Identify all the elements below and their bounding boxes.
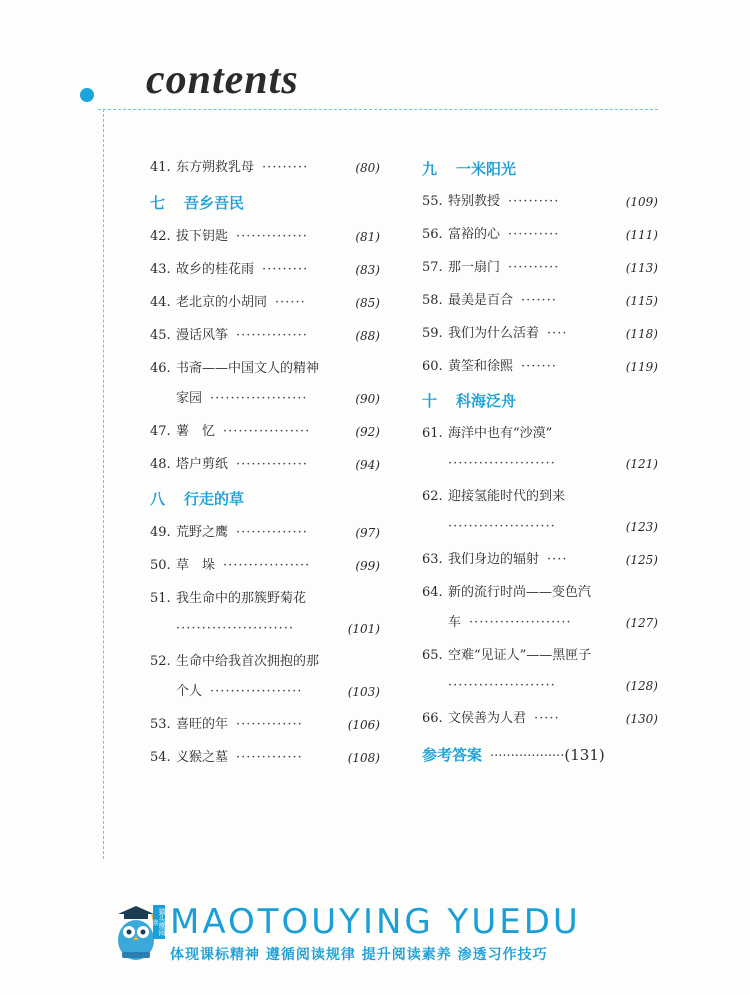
entry-title: 新的流行时尚——变色汽 — [448, 585, 592, 600]
leader-dots: ············· — [236, 717, 303, 732]
leader-dots: ················· — [223, 424, 311, 439]
page-number: (92) — [355, 425, 380, 439]
toc-entry[interactable] — [422, 583, 658, 603]
accent-dot — [80, 88, 94, 102]
toc-entry[interactable] — [422, 454, 658, 474]
toc-entry[interactable] — [422, 291, 658, 311]
entry-number: 59. — [422, 326, 443, 341]
entry-title: 草 垛 — [176, 558, 216, 573]
toc-entry[interactable] — [150, 748, 380, 768]
entry-title: 薯 忆 — [176, 424, 216, 439]
page-number: (94) — [355, 458, 380, 472]
section-title: 一米阳光 — [456, 160, 517, 178]
toc-entry[interactable] — [422, 646, 658, 666]
leader-dots: ···· — [547, 552, 568, 567]
toc-entry[interactable] — [150, 158, 380, 178]
entry-title: 喜旺的年 — [176, 717, 229, 732]
entry-number: 47. — [150, 424, 171, 439]
section-heading[interactable] — [150, 192, 380, 213]
leader-dots: ·············· — [236, 457, 308, 472]
entry-title: 拔下钥匙 — [176, 229, 229, 244]
page-number: (85) — [355, 296, 380, 310]
section-title: 科海泛舟 — [456, 392, 517, 410]
entry-number: 43. — [150, 262, 171, 277]
entry-number: 64. — [422, 585, 443, 600]
toc-entry[interactable] — [422, 676, 658, 696]
toc-entry[interactable] — [150, 715, 380, 735]
entry-number: 66. — [422, 711, 443, 726]
page-number: (119) — [625, 360, 658, 374]
section-heading[interactable] — [422, 390, 658, 411]
leader-dots: ·············· — [236, 328, 308, 343]
toc-entry[interactable] — [150, 227, 380, 247]
entry-number: 65. — [422, 648, 443, 663]
leader-dots: ······· — [521, 293, 557, 308]
page-number: (90) — [355, 392, 380, 406]
entry-number: 53. — [150, 717, 171, 732]
entry-title: 老北京的小胡同 — [176, 295, 268, 310]
entry-number: 50. — [150, 558, 171, 573]
leader-dots: ·········· — [508, 194, 560, 209]
entry-title: 我们身边的辐射 — [448, 552, 540, 567]
leader-dots: ·········· — [508, 260, 560, 275]
answers-section-heading[interactable] — [422, 744, 658, 765]
entry-title: 海洋中也有“沙漠” — [448, 426, 553, 441]
leader-dots: ·············· — [236, 229, 308, 244]
entry-number: 61. — [422, 426, 443, 441]
entry-number: 49. — [150, 525, 171, 540]
entry-number: 55. — [422, 194, 443, 209]
section-number: 七 — [150, 194, 166, 212]
section-title: 行走的草 — [184, 490, 245, 508]
toc-entry[interactable] — [422, 613, 658, 633]
entry-title: 东方朔救乳母 — [176, 160, 255, 175]
section-number: 九 — [422, 160, 438, 178]
toc-right-column — [422, 0, 658, 800]
leader-dots: ····················· — [448, 456, 556, 471]
entry-number: 51. — [150, 591, 171, 606]
leader-dots: ····················· — [448, 519, 556, 534]
entry-title: 我们为什么活着 — [448, 326, 540, 341]
page-number: (115) — [625, 294, 658, 308]
leader-dots: ···· — [547, 326, 568, 341]
section-number: 十 — [422, 392, 438, 410]
toc-entry[interactable] — [150, 455, 380, 475]
entry-title: 空难“见证人”——黑匣子 — [448, 648, 592, 663]
entry-title: 特别教授 — [448, 194, 501, 209]
toc-entry[interactable] — [150, 589, 380, 609]
toc-entry[interactable] — [150, 682, 380, 702]
entry-number: 52. — [150, 654, 171, 669]
page-number: (101) — [347, 622, 380, 636]
leader-dots: ·················· — [210, 684, 303, 699]
toc-entry[interactable] — [150, 260, 380, 280]
toc-entry[interactable] — [150, 389, 380, 409]
toc-entry[interactable] — [150, 326, 380, 346]
leader-dots: ·········· — [508, 227, 560, 242]
entry-title: 最美是百合 — [448, 293, 514, 308]
entry-number: 57. — [422, 260, 443, 275]
entry-title: 那一扇门 — [448, 260, 501, 275]
page-number: (123) — [625, 520, 658, 534]
page-title: contents — [146, 57, 299, 103]
leader-dots: ····················· — [448, 678, 556, 693]
entry-number: 63. — [422, 552, 443, 567]
page-number: (111) — [625, 228, 658, 242]
entry-title: 故乡的桂花雨 — [176, 262, 255, 277]
page-number: (127) — [625, 616, 658, 630]
page-number: (118) — [625, 327, 658, 341]
leader-dots: ········· — [262, 262, 309, 277]
page-number: (121) — [625, 457, 658, 471]
page-number: (125) — [625, 553, 658, 567]
entry-number: 45. — [150, 328, 171, 343]
section-title: 吾乡吾民 — [184, 194, 245, 212]
leader-dots: ················· — [223, 558, 311, 573]
toc-entry[interactable] — [422, 424, 658, 444]
page-number: (103) — [347, 685, 380, 699]
entry-number: 44. — [150, 295, 171, 310]
entry-title: 车 — [448, 615, 462, 630]
entry-title: 塔户剪纸 — [176, 457, 229, 472]
entry-number: 54. — [150, 750, 171, 765]
toc-left-column — [150, 0, 380, 800]
entry-title: 书斋——中国文人的精神 — [176, 361, 320, 376]
footer-slogan: 体现课标精神 遵循阅读规律 提升阅读素养 渗透习作技巧 — [170, 947, 548, 963]
section-heading[interactable] — [150, 488, 380, 509]
entry-number: 48. — [150, 457, 171, 472]
leader-dots: ········· — [262, 160, 309, 175]
page-number: (97) — [355, 526, 380, 540]
page-number: (113) — [625, 261, 658, 275]
leader-dots: ·············· — [236, 525, 308, 540]
entry-title: 家园 — [176, 391, 203, 406]
toc-entry[interactable] — [422, 324, 658, 344]
page-number: (83) — [355, 263, 380, 277]
entry-number: 60. — [422, 359, 443, 374]
entry-title: 义猴之墓 — [176, 750, 229, 765]
entry-number: 56. — [422, 227, 443, 242]
leader-dots: ···················· — [469, 615, 572, 630]
toc-entry[interactable] — [150, 422, 380, 442]
toc-entry[interactable] — [422, 192, 658, 212]
leader-dots: ····· — [534, 711, 560, 726]
entry-number: 41. — [150, 160, 171, 175]
page-number: (128) — [625, 679, 658, 693]
margin-divider — [103, 109, 104, 859]
logo-tag: 猫头鹰阅读 — [153, 905, 165, 939]
toc-entry[interactable] — [150, 359, 380, 379]
toc-entry[interactable] — [422, 550, 658, 570]
entry-number: 46. — [150, 361, 171, 376]
entry-title: 漫话风筝 — [176, 328, 229, 343]
entry-title: 生命中给我首次拥抱的那 — [176, 654, 320, 669]
leader-dots: ······················· — [176, 621, 295, 636]
page-number: (108) — [347, 751, 380, 765]
entry-title: 参考答案 — [422, 746, 483, 764]
entry-number: 62. — [422, 489, 443, 504]
toc-entry[interactable] — [422, 357, 658, 377]
page-number: (130) — [625, 712, 658, 726]
toc-entry[interactable] — [150, 293, 380, 313]
section-number: 八 — [150, 490, 166, 508]
leader-dots: ············· — [236, 750, 303, 765]
toc-entry[interactable] — [422, 225, 658, 245]
leader-dots: ··················· — [210, 391, 308, 406]
entry-title: 个人 — [176, 684, 203, 699]
page-number: (131) — [564, 746, 605, 764]
toc-entry[interactable] — [150, 652, 380, 672]
leader-dots: ······ — [275, 295, 306, 310]
toc-entry[interactable] — [422, 517, 658, 537]
page-number: (106) — [347, 718, 380, 732]
entry-title: 文侯善为人君 — [448, 711, 527, 726]
page-number: (88) — [355, 329, 380, 343]
entry-title: 迎接氢能时代的到来 — [448, 489, 566, 504]
section-heading[interactable] — [422, 158, 658, 179]
entry-title: 富裕的心 — [448, 227, 501, 242]
leader-dots: ·················· — [490, 749, 565, 764]
toc-entry[interactable] — [422, 487, 658, 507]
entry-number: 42. — [150, 229, 171, 244]
leader-dots: ······· — [521, 359, 557, 374]
page-number: (109) — [625, 195, 658, 209]
toc-entry[interactable] — [150, 523, 380, 543]
entry-title: 荒野之鹰 — [176, 525, 229, 540]
entry-title: 我生命中的那簇野菊花 — [176, 591, 307, 606]
page-number: (99) — [355, 559, 380, 573]
entry-title: 黄筌和徐熙 — [448, 359, 514, 374]
page-number: (80) — [355, 161, 380, 175]
toc-entry[interactable] — [150, 556, 380, 576]
page-number: (81) — [355, 230, 380, 244]
entry-number: 58. — [422, 293, 443, 308]
footer-brand: MAOTOUYING YUEDU — [170, 902, 581, 942]
toc-entry[interactable] — [422, 258, 658, 278]
toc-entry[interactable] — [422, 709, 658, 729]
toc-entry[interactable] — [150, 619, 380, 639]
